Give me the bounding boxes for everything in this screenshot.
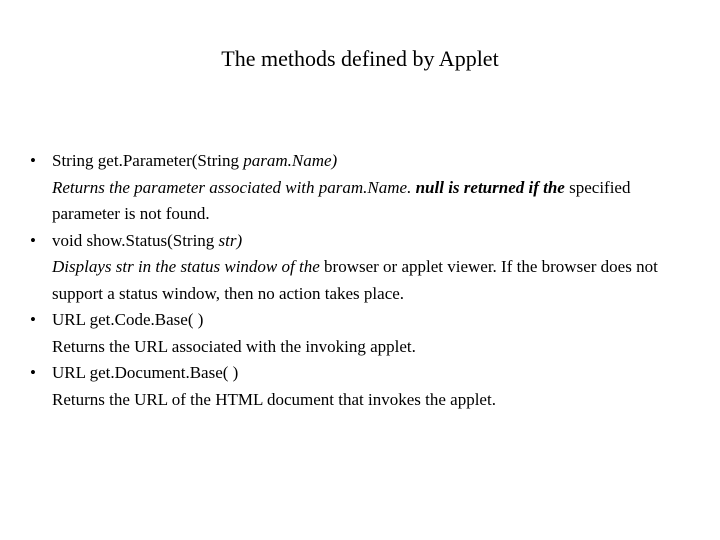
method-description: Displays str in the status window of the browser or applet viewer. If the browser does not support a status window, then no action takes place. xyxy=(52,257,658,303)
method-signature: void show.Status(String str) xyxy=(52,230,243,250)
list-item-get-code-base xyxy=(30,307,670,360)
list-item-get-document-base xyxy=(30,360,670,413)
method-signature: String get.Parameter(String param.Name) xyxy=(52,151,338,170)
bullet: • xyxy=(30,363,36,382)
list-item-get-parameter xyxy=(30,148,670,228)
method-description: Returns the parameter associated with param.Name. null is returned if the specified parameter is not found. xyxy=(52,177,631,223)
method-description: Returns the URL associated with the invoking applet. xyxy=(52,336,416,356)
bullet: • xyxy=(30,230,36,250)
bullet: • xyxy=(30,310,36,329)
method-signature: URL get.Document.Base( ) xyxy=(52,363,239,382)
bullet: • xyxy=(30,151,36,170)
method-signature: URL get.Code.Base( ) xyxy=(52,310,204,329)
list-item-show-status xyxy=(30,228,670,308)
slide-title: The methods defined by Applet xyxy=(221,46,499,71)
method-list xyxy=(30,148,670,413)
method-description: Returns the URL of the HTML document that invokes the applet. xyxy=(52,389,496,409)
